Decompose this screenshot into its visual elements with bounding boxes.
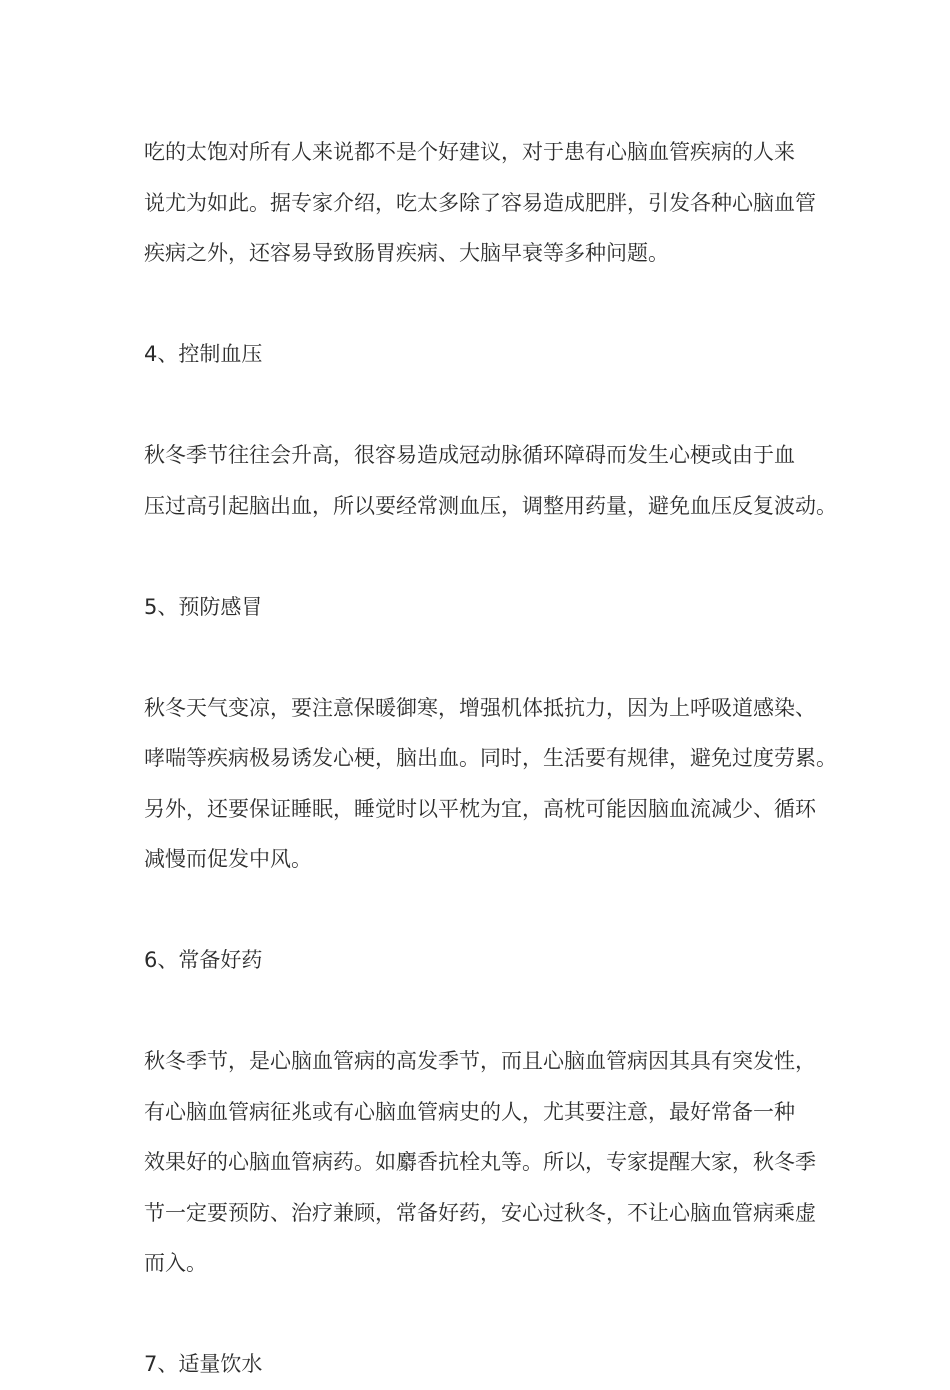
paragraph-line: 吃的太饱对所有人来说都不是个好建议，对于患有心脑血管疾病的人来: [144, 140, 795, 164]
paragraph-line: 另外，还要保证睡眠，睡觉时以平枕为宜，高枕可能因脑血流减少、循环: [144, 796, 816, 821]
paragraph-spacer: [144, 380, 824, 431]
paragraph-line: 有心脑血管病征兆或有心脑血管病史的人，尤其要注意，最好常备一种: [144, 1099, 795, 1124]
paragraph-spacer: [144, 279, 824, 330]
paragraph-line: 减慢而促发中风。: [144, 847, 312, 871]
paragraph-line: 效果好的心脑血管病药。如麝香抗栓丸等。所以，专家提醒大家，秋冬季: [144, 1150, 816, 1174]
paragraph-spacer: [144, 531, 824, 582]
paragraph-spacer: [144, 632, 824, 683]
paragraph-line: 秋冬季节，是心脑血管病的高发季节，而且心脑血管病因其具有突发性，: [144, 1049, 816, 1073]
paragraph-line: 秋冬季节往往会升高，很容易造成冠动脉循环障碍而发生心梗或由于血: [144, 443, 795, 467]
paragraph-spacer: [144, 885, 824, 936]
paragraph-line: 疾病之外，还容易导致肠胃疾病、大脑早衰等多种问题。: [144, 241, 669, 265]
article-body: [144, 127, 837, 1390]
section-heading-7: 7、适量饮水: [144, 1352, 263, 1376]
paragraph-prevent-cold: [144, 683, 837, 885]
paragraph-line: 说尤为如此。据专家介绍，吃太多除了容易造成肥胖，引发各种心脑血管: [144, 190, 816, 215]
paragraph-line: 哮喘等疾病极易诱发心梗，脑出血。同时，生活要有规律，避免过度劳累。: [144, 746, 837, 770]
section-heading-5: 5、预防感冒: [144, 594, 263, 619]
paragraph-spacer: [144, 1289, 824, 1340]
paragraph-line: 节一定要预防、治疗兼顾，常备好药，安心过秋冬，不让心脑血管病乘虚: [144, 1200, 816, 1225]
section-heading-4: 4、控制血压: [144, 342, 263, 366]
paragraph-keep-medicine: [144, 1036, 824, 1289]
paragraph-blood-pressure: [144, 430, 837, 531]
paragraph-spacer: [144, 986, 824, 1037]
paragraph-line: 而入。: [144, 1251, 207, 1275]
section-heading-6: 6、常备好药: [144, 948, 263, 972]
paragraph-line: 压过高引起脑出血，所以要经常测血压，调整用药量，避免血压反复波动。: [144, 493, 837, 518]
paragraph-overeating: [144, 127, 824, 279]
paragraph-line: 秋冬天气变凉，要注意保暖御寒，增强机体抵抗力，因为上呼吸道感染、: [144, 695, 816, 720]
